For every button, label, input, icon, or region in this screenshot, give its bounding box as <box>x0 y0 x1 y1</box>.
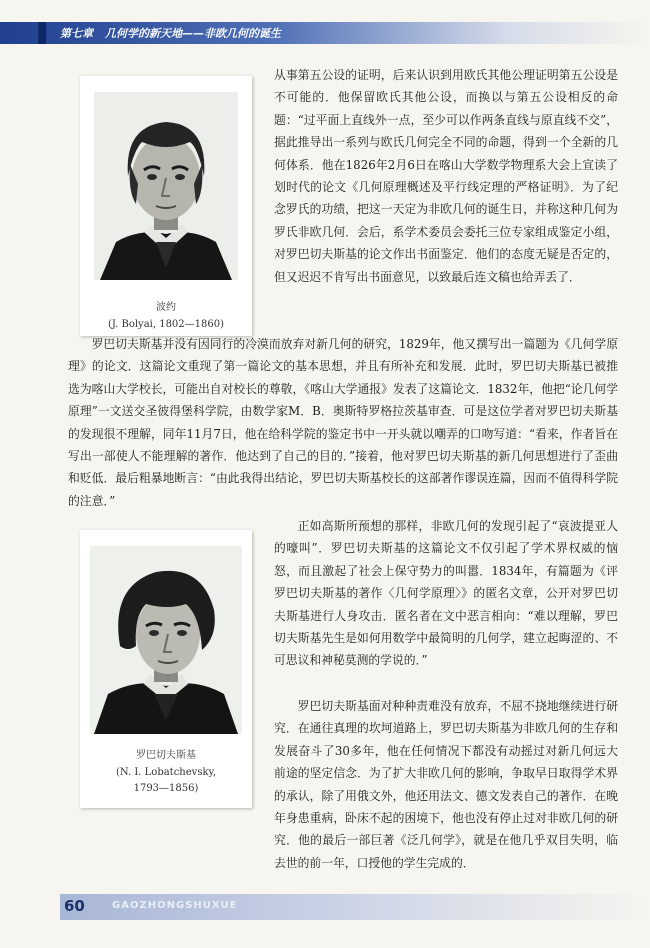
paragraph-4: 罗巴切夫斯基面对种种责难没有放弃，不屈不挠地继续进行研究．在通往真理的坎坷道路上，罗巴切夫斯基为非欧几何的生存和发展奋斗了30多年，他在任何情况下都没有动摇过对新几何远大前途的坚定信念．为了扩大非欧几何的影响，争取早日取得学术界的承认，除了用俄文外，他还用法文、德文发表自己的著作．在晚年身患重病，卧床不起的困境下，他也没有停止过对非欧几何的研究．他的最后一部巨著《泛几何学》，就是在他几乎双目失明，临去世的前一年，口授他的学生完成的． <box>274 699 618 870</box>
caption-name-bolyai: 波约 <box>156 302 176 313</box>
figure-lobatchevsky <box>80 530 252 808</box>
portrait-image-bolyai <box>94 92 238 280</box>
portrait-image-lobatchevsky <box>90 546 242 734</box>
chapter-label: 第七章 <box>60 27 93 40</box>
caption-detail-bolyai: (J. Bolyai, 1802—1860) <box>107 319 225 330</box>
figure-bolyai <box>80 76 252 336</box>
page-number: 60 <box>64 897 85 915</box>
caption-years-lobatchevsky: 1793—1856) <box>133 783 199 794</box>
header-accent-bar <box>38 22 46 44</box>
footer-brand: GAOZHONGSHUXUE <box>112 900 238 911</box>
page-footer <box>0 894 650 920</box>
chapter-header <box>0 22 650 44</box>
paragraph-2: 罗巴切夫斯基并没有因同行的冷漠而放弃对新几何的研究，1829年，他又撰写出一篇题为《几何学原理》的论文．这篇论文重现了第一篇论文的基本思想，并且有所补充和发展．此时，罗巴切夫斯基已被推选为喀山大学校长，可能出自对校长的尊敬，《喀山大学通报》发表了这篇论文．1832年，他把“论几何学原理”一文送交圣彼得堡科学院，由数学家M．B．奥斯特罗格拉茨基审查．可是这位学者对罗巴切夫斯基的发现很不理解，同年11月7日，他在给科学院的鉴定书中一开头就以嘲弄的口吻写道：“看来，作者旨在写出一部使人不能理解的著作．他达到了自己的目的．”接着，他对罗巴切夫斯基的新几何思想进行了歪曲和贬低．最后粗暴地断言：“由此我得出结论，罗巴切夫斯基校长的这部著作谬误连篇，因而不值得科学院的注意．” <box>68 337 618 508</box>
paragraph-1: 从事第五公设的证明，后来认识到用欧氏其他公理证明第五公设是不可能的．他保留欧氏其他公设，而换以与第五公设相反的命题：“过平面上直线外一点，至少可以作两条直线与原直线不交”，据此推导出一系列与欧氏几何完全不同的命题，得到一个全新的几何体系．他在1826年2月6日在喀山大学数学物理系大会上宣读了划时代的论文《几何原理概述及平行线定理的严格证明》．为了纪念罗氏的功绩，把这一天定为非欧几何的诞生日，并称这种几何为罗氏非欧几何．会后，系学术委员会委托三位专家组成鉴定小组，对罗巴切夫斯基的论文作出书面鉴定．他们的态度无疑是否定的，但又迟迟不肯写出书面意见，以致最后连文稿也给弄丢了． <box>274 68 618 284</box>
chapter-title: 几何学的新天地——非欧几何的诞生 <box>105 27 281 40</box>
caption-detail-lobatchevsky: (N. I. Lobatchevsky, <box>115 767 217 778</box>
paragraph-3: 正如高斯所预想的那样，非欧几何的发现引起了“哀波提亚人的嚎叫”．罗巴切夫斯基的这篇论文不仅引起了学术界权威的恼怒，而且激起了社会上保守势力的叫嚣．1834年，有篇题为《评罗巴切夫斯基的著作〈几何学原理〉》的匿名文章，公开对罗巴切夫斯基进行人身攻击．匿名者在文中恶言相向：“难以理解，罗巴切夫斯基先生是如何用数学中最简明的几何学，建立起晦涩的、不可思议和神秘莫测的学说的．” <box>274 519 618 668</box>
caption-name-lobatchevsky: 罗巴切夫斯基 <box>136 750 196 761</box>
header-text <box>60 25 293 41</box>
